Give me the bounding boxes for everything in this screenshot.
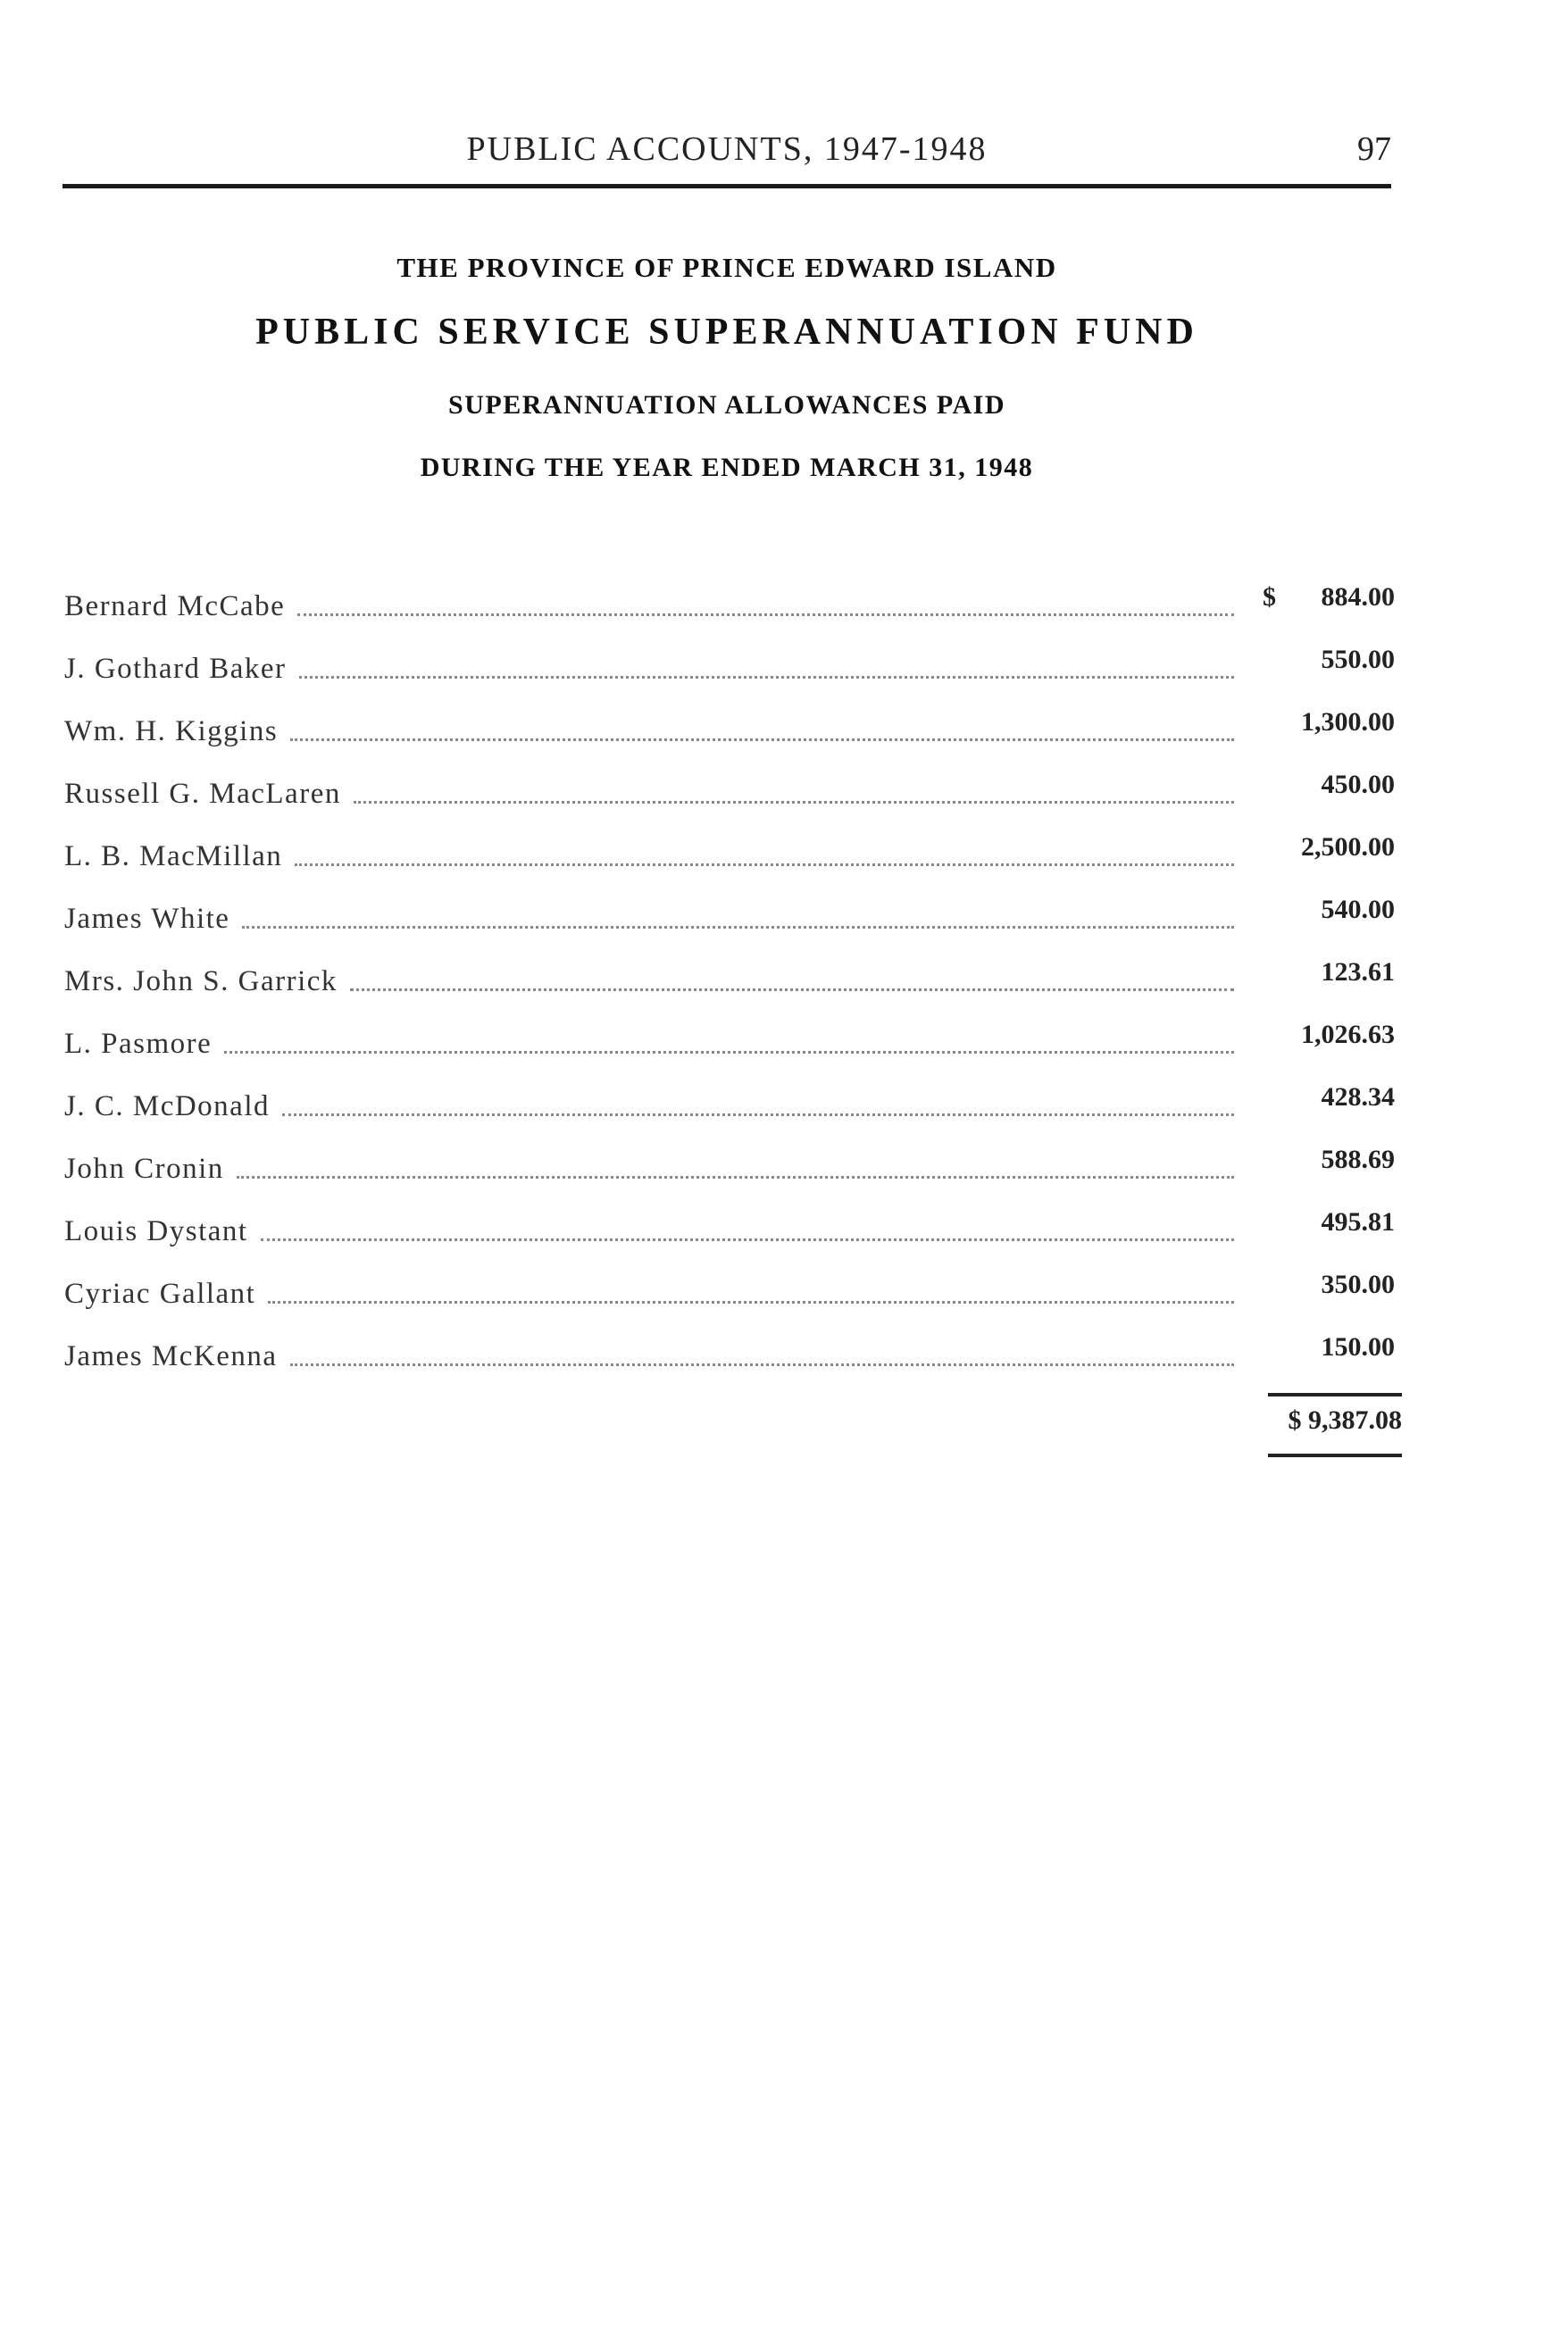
- amount: 150.00: [1321, 1332, 1395, 1362]
- dot-leader: [290, 738, 1234, 741]
- amount: 1,026.63: [1301, 1020, 1395, 1049]
- amount: 1,300.00: [1301, 707, 1395, 737]
- ledger-row: [64, 634, 1404, 696]
- dot-leader: [354, 801, 1234, 804]
- dot-leader: [237, 1176, 1234, 1179]
- currency-symbol: $: [1263, 582, 1276, 612]
- payee-name: Russell G. MacLaren: [64, 778, 341, 810]
- grand-total: $ 9,387.08: [1288, 1405, 1402, 1435]
- ledger-row: [64, 696, 1404, 759]
- amount: 550.00: [1321, 645, 1395, 674]
- amount: 2,500.00: [1301, 832, 1395, 862]
- dot-leader: [350, 988, 1234, 991]
- amount: 495.81: [1321, 1207, 1395, 1237]
- ledger-row: [64, 1071, 1404, 1134]
- page-number: 97: [1357, 130, 1391, 168]
- payee-name: Cyriac Gallant: [64, 1278, 256, 1310]
- amount: 540.00: [1321, 895, 1395, 924]
- header-rule: [63, 184, 1391, 188]
- payee-name: L. Pasmore: [64, 1028, 213, 1060]
- amount: 450.00: [1321, 770, 1395, 799]
- dot-leader: [224, 1051, 1234, 1054]
- dot-leader: [290, 1363, 1234, 1366]
- payee-name: Louis Dystant: [64, 1215, 248, 1247]
- ledger-row: [64, 1321, 1404, 1384]
- ledger-row: [64, 1009, 1404, 1071]
- amount: 428.34: [1321, 1082, 1395, 1112]
- payee-name: John Cronin: [64, 1153, 224, 1185]
- province-title: THE PROVINCE OF PRINCE EDWARD ISLAND: [396, 252, 1057, 283]
- ledger-row: [64, 759, 1404, 821]
- ledger-row: [64, 821, 1404, 884]
- amount: 123.61: [1321, 957, 1395, 987]
- subtitle: SUPERANNUATION ALLOWANCES PAID: [448, 390, 1005, 420]
- fund-title: PUBLIC SERVICE SUPERANNUATION FUND: [255, 312, 1198, 353]
- payee-name: J. Gothard Baker: [64, 653, 287, 685]
- amount: 588.69: [1321, 1145, 1395, 1174]
- amount: 350.00: [1321, 1270, 1395, 1299]
- payee-name: Wm. H. Kiggins: [64, 715, 279, 747]
- total-rule-top: [1268, 1393, 1402, 1396]
- dot-leader: [299, 676, 1234, 679]
- dot-leader: [282, 1113, 1234, 1116]
- amount: 884.00: [1321, 582, 1395, 612]
- ledger-row: [64, 1196, 1404, 1259]
- dot-leader: [242, 926, 1234, 929]
- ledger-row: [64, 1259, 1404, 1321]
- ledger-row: [64, 571, 1404, 634]
- payee-name: James White: [64, 903, 230, 935]
- ledger-row: [64, 946, 1404, 1009]
- running-title: PUBLIC ACCOUNTS, 1947-1948: [466, 130, 988, 168]
- dot-leader: [268, 1301, 1234, 1304]
- dot-leader: [297, 613, 1234, 616]
- payee-name: Mrs. John S. Garrick: [64, 965, 338, 997]
- payee-name: L. B. MacMillan: [64, 840, 283, 872]
- ledger-row: [64, 1134, 1404, 1196]
- ledger-row: [64, 884, 1404, 946]
- allowances-ledger: [64, 571, 1404, 1384]
- payee-name: James McKenna: [64, 1340, 278, 1372]
- payee-name: J. C. McDonald: [64, 1090, 270, 1122]
- total-rule-bottom: [1268, 1454, 1402, 1457]
- running-header: [63, 129, 1391, 174]
- period-title: DURING THE YEAR ENDED MARCH 31, 1948: [420, 453, 1034, 482]
- payee-name: Bernard McCabe: [64, 590, 286, 622]
- dot-leader: [261, 1238, 1234, 1241]
- dot-leader: [295, 863, 1234, 866]
